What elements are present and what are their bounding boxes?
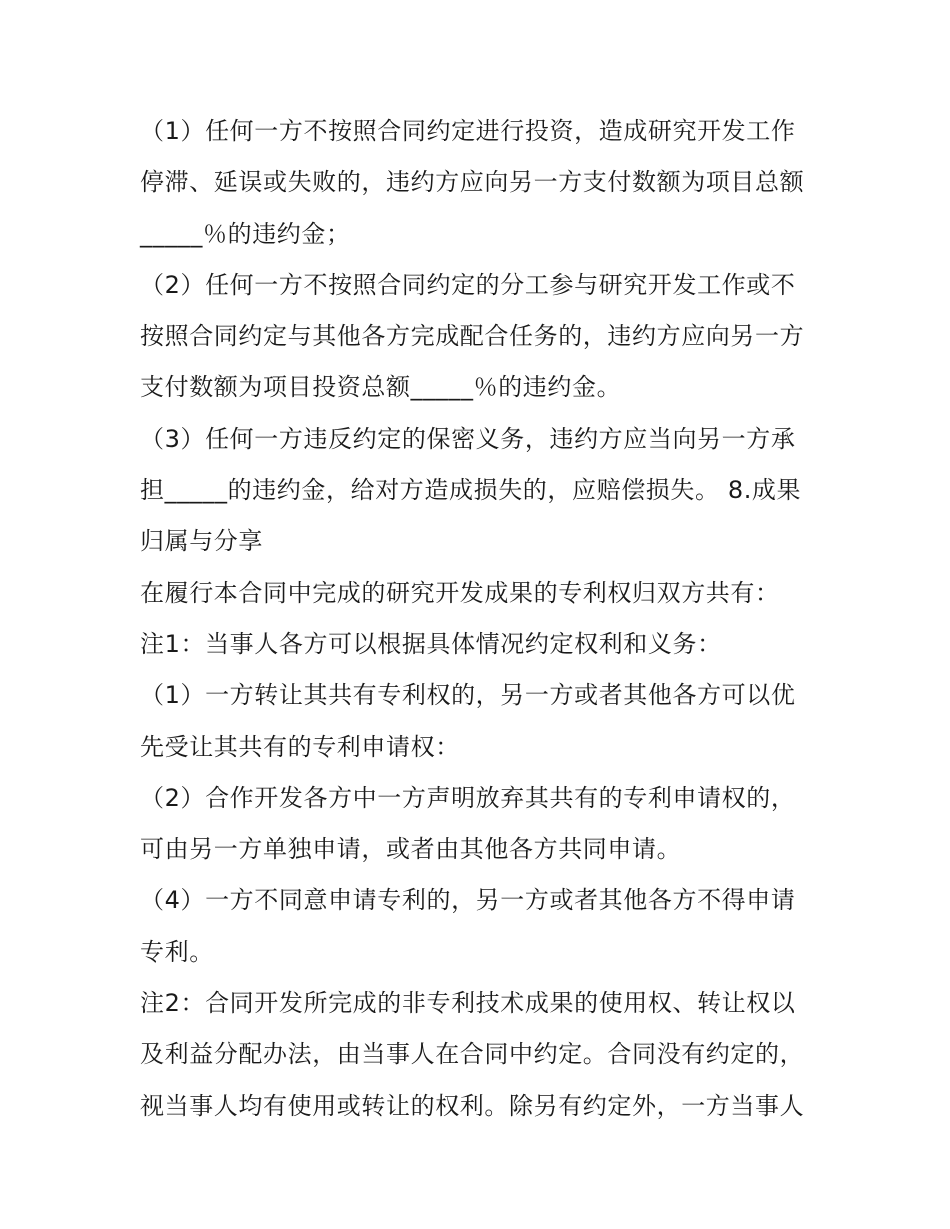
text-line: （2）任何一方不按照合同约定的分工参与研究开发工作或不 [140, 270, 796, 299]
text-line: 停滞、延误或失败的，违约方应向另一方支付数额为项目总额 [140, 168, 805, 197]
text-line: 可由另一方单独申请，或者由其他各方共同申请。 [140, 835, 682, 864]
text-line: （3）任何一方违反约定的保密义务，违约方应当向另一方承 [140, 424, 796, 453]
text-line: 注2：合同开发所完成的非专利技术成果的使用权、转让权以 [140, 989, 796, 1018]
text-line: _____％的违约金； [140, 219, 351, 248]
text-line: 视当事人均有使用或转让的权利。除另有约定外，一方当事人 [140, 1091, 805, 1120]
text-line: 专利。 [140, 937, 214, 966]
text-line: 及利益分配办法，由当事人在合同中约定。合同没有约定的， [140, 1040, 805, 1069]
text-line: 在履行本合同中完成的研究开发成果的专利权归双方共有： [140, 578, 780, 607]
text-line: 注1：当事人各方可以根据具体情况约定权利和义务： [140, 629, 722, 658]
text-line: 归属与分享 [140, 527, 263, 556]
text-line: 先受让其共有的专利申请权： [140, 732, 460, 761]
text-line: （2）合作开发各方中一方声明放弃其共有的专利申请权的， [140, 783, 796, 812]
contract-text [140, 110, 830, 1136]
text-line: （1）一方转让其共有专利权的，另一方或者其他各方可以优 [140, 681, 796, 710]
text-line: （4）一方不同意申请专利的，另一方或者其他各方不得申请 [140, 886, 796, 915]
text-line: 担_____的违约金，给对方造成损失的，应赔偿损失。 8.成果 [140, 476, 802, 505]
text-line: 支付数额为项目投资总额_____％的违约金。 [140, 373, 622, 402]
text-line: 按照合同约定与其他各方完成配合任务的，违约方应向另一方 [140, 322, 805, 351]
text-line: （1）任何一方不按照合同约定进行投资，造成研究开发工作 [140, 117, 796, 145]
